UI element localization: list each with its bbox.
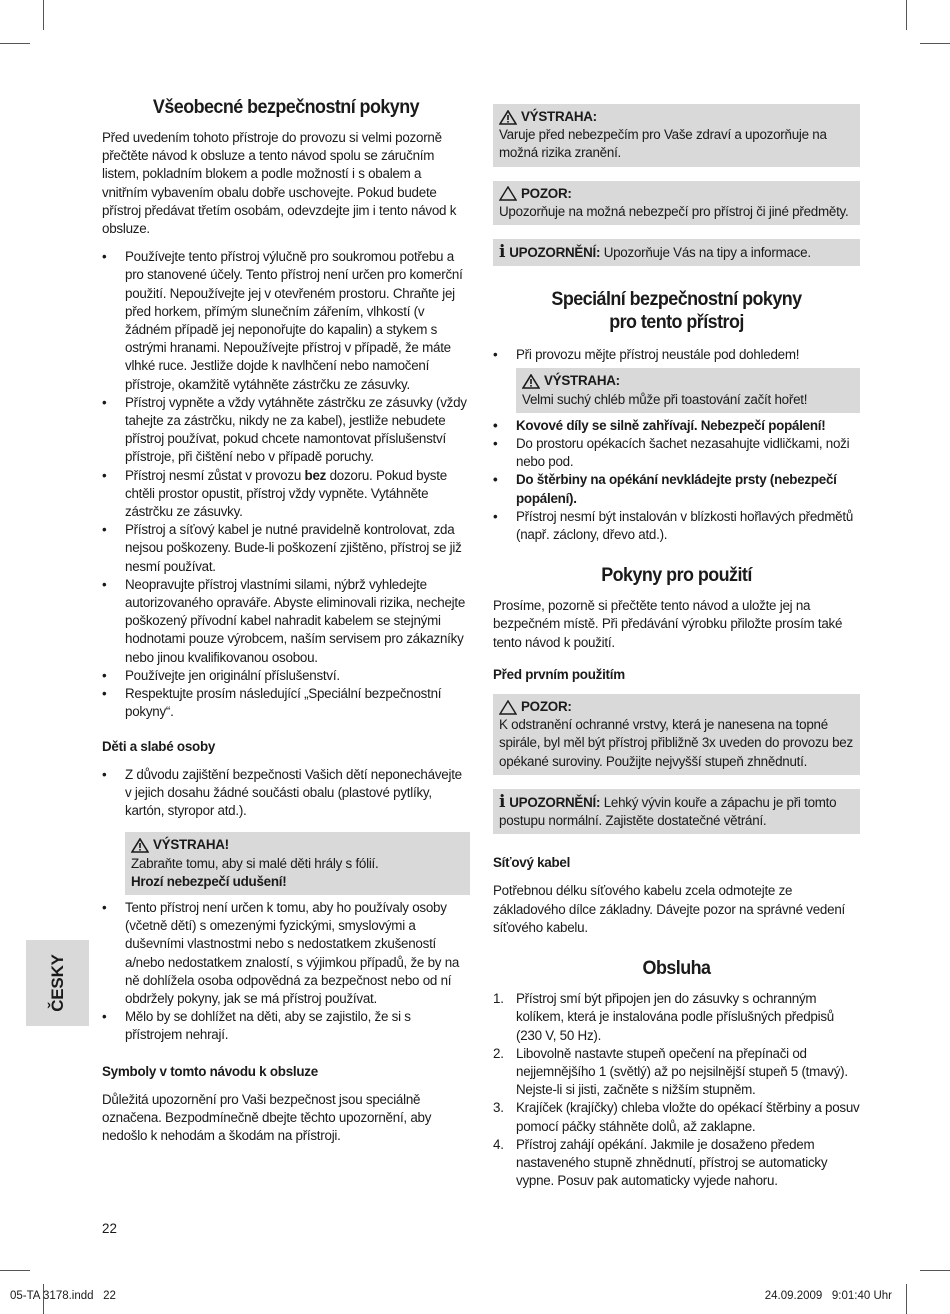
children-bullet-list-2 [102, 899, 470, 1045]
first-use-caution-text: K odstranění ochranné vrstvy, která je nanesena na topné spirále, byl měl být přístroj přibližně 3x uveden do provozu bez opékané suroviny. Použijte nejvyšší stupeň zhnědnutí. [499, 717, 853, 769]
first-use-caution-title: POZOR: [521, 699, 572, 715]
special-bullet-list [493, 346, 860, 364]
safety-bullet-list [102, 248, 470, 721]
warning-legend-title: VÝSTRAHA: [521, 109, 597, 124]
first-use-note-text: Lehký vývin kouře a zápachu je při tomto postupu normální. Zajistěte dostatečné větrání. [499, 794, 837, 829]
first-use-note-title: UPOZORNĚNÍ: [509, 794, 601, 810]
note-legend-box [493, 239, 860, 266]
list-item: • Přístroj vypněte a vždy vytáhněte zástrčku ze zásuvky (vždy tahejte za zástrčku, nikdy ne za kabel), jestliže nebudete přístroj používat, pokud chcete namontovat příslušenství přístroje, při čištění nebo v případě poruchy. [102, 394, 470, 467]
list-item: • Z důvodu zajištění bezpečnosti Vašich dětí neponechávejte v jejich dosahu žádné součásti obalu (plastové pytlíky, kartón, styropor atd.). [102, 766, 470, 821]
children-bullet-list [102, 766, 470, 821]
info-icon: i [499, 791, 506, 812]
warning-box [125, 832, 470, 895]
cable-heading: Síťový kabel [493, 855, 571, 871]
list-item: • Přístroj nesmí být instalován v blízkosti hořlavých předmětů (např. záclony, dřevo atd.). [493, 508, 860, 544]
caution-triangle-icon [499, 700, 517, 715]
usage-title: Pokyny pro použití [601, 564, 752, 587]
list-item: • Přístroj a síťový kabel je nutné pravidelně kontrolovat, zda nejsou poškozeny. Bude-li poškození zjištěno, přístroj se již nesmí používat. [102, 521, 470, 576]
usage-paragraph: Prosíme, pozorně si přečtěte tento návod a uložte jej na bezpečném místě. Při předávání výrobku přiložte prosím také tento návod k použití. [493, 598, 843, 650]
warning-triangle-icon [131, 838, 149, 853]
crop-mark [43, 0, 44, 30]
crop-mark [906, 1284, 907, 1314]
first-use-caution-box [493, 694, 860, 775]
list-item: • Mělo by se dohlížet na děti, aby se zajistilo, že si s přístrojem nehrají. [102, 1008, 470, 1044]
warning-triangle-icon [522, 374, 540, 389]
crop-mark [920, 1270, 950, 1271]
note-legend-title: UPOZORNĚNÍ: [509, 245, 601, 261]
warning-text: Zabraňte tomu, aby si malé děti hrály s fólií. [131, 855, 379, 871]
warning-title: VÝSTRAHA! [153, 837, 229, 853]
list-item: • Používejte tento přístroj výlučně pro soukromou potřebu a pro stanovené účely. Tento přístroj není určen pro komerční použití. Nepoužívejte jej v otevřeném prostoru. Chraňte jej před horkem, přímým slunečním zářením, vlhkostí (v žádném případě jej neponořujte do kapalin) a stykem s ostrými hranami. Nepoužívejte přístroj v případě, že máte vlhké ruce. Jestliže dojde k navlhčení nebo namočení přístroje, okamžitě vytáhněte zástrčku ze zásuvky. [102, 248, 470, 394]
children-heading: Děti a slabé osoby [102, 738, 216, 754]
list-item: • Přístroj nesmí zůstat v provozu bez dozoru. Pokud byste chtěli prostor opustit, přístroj vždy vypněte. Vytáhněte zástrčku ze zásuvky. [102, 467, 470, 522]
general-safety-title: Všeobecné bezpečnostní pokyny [152, 96, 420, 118]
list-item: 3. Krajíček (krajíčky) chleba vložte do opékací štěrbiny a posuv pomocí páčky stáhněte dolů, až zaklapne. [493, 1100, 860, 1134]
list-item: • Tento přístroj není určen k tomu, aby ho používaly osoby (včetně dětí) s omezenými fyzickými, smyslovými a duševními vlastnostmi nebo s nedostatkem zkušeností a/nebo nedostatkem znalostí, s výjimkou případů, že by na ně dohlížela osoba odpovědná za bezpečnost nebo od ní obdržely pokyny, jak se má přístroj používat. [102, 899, 470, 1008]
warning-legend-text: Varuje před nebezpečím pro Vaše zdraví a upozorňuje na možná rizika zranění. [499, 127, 827, 161]
special-safety-title: Speciální bezpečnostní pokyny pro tento přístroj [551, 288, 802, 334]
note-legend-text: Upozorňuje Vás na tipy a informace. [600, 245, 811, 261]
intro-paragraph: Před uvedením tohoto přístroje do provozu si velmi pozorně přečtěte návod k obsluze a tento návod spolu se záručním listem, pokladním blokem a podle možností i s obalem a vnitřním vybavením obalu dobře uschovejte. Pokud budete přístroj předávat třetím osobám, odevzdejte jim i tento návod k obsluze. [102, 130, 457, 237]
list-item: 4. Přístroj zahájí opékání. Jakmile je dosaženo předem nastaveného stupně zhnědnutí, přístroj se automaticky vypne. Posuv pak automaticky vyjede nahoru. [493, 1136, 828, 1189]
special-warning-text: Velmi suchý chléb může při toastování začít hořet! [522, 391, 808, 407]
caution-legend-text: Upozorňuje na možná nebezpečí pro přístroj či jiné předměty. [499, 203, 849, 219]
list-item: • Používejte jen originální příslušenství. [102, 667, 470, 685]
warning-bold-text: Hrozí nebezpečí udušení! [131, 873, 287, 889]
list-item: • Při provozu mějte přístroj neustále pod dohledem! [493, 346, 860, 364]
list-item: • Kovové díly se silně zahřívají. Nebezpečí popálení! [493, 417, 860, 435]
list-item: • Neopravujte přístroj vlastními silami, nýbrž vyhledejte autorizovaného opraváře. Abyste eliminovali rizika, nechejte poškozený přívodní kabel nahradit kabelem se stejnými hodnotami pouze výrobcem, naším servisem pro zákazníky nebo jinou kvalifikovanou osobou. [102, 576, 470, 667]
list-item: 1. Přístroj smí být připojen jen do zásuvky s ochranným kolíkem, která je instalována podle příslušných předpisů (230 V, 50 Hz). [493, 991, 834, 1043]
special-warning-title: VÝSTRAHA: [544, 373, 620, 389]
crop-mark [920, 43, 950, 44]
caution-legend-title: POZOR: [521, 185, 572, 201]
list-item: • Respektujte prosím následující „Speciální bezpečnostní pokyny“. [102, 685, 470, 721]
footer-timestamp: 24.09.2009 9:01:40 Uhr [764, 1290, 892, 1302]
list-item: 2. Libovolně nastavte stupeň opečení na přepínači od nejjemnějšího 1 (světlý) až po nejsilnější stupeň 5 (tmavý). Nejste-li si jisti, začněte s nižším stupněm. [493, 1045, 848, 1098]
language-tab-label: ČESKY [47, 954, 67, 1012]
special-warning-box [516, 368, 860, 412]
warning-legend-box [493, 104, 860, 167]
right-column [493, 104, 860, 1200]
caution-triangle-icon [499, 186, 517, 201]
crop-mark [0, 1270, 30, 1271]
left-column [102, 96, 470, 1155]
crop-mark [906, 0, 907, 30]
language-tab [26, 940, 89, 1026]
cable-paragraph: Potřebnou délku síťového kabelu zcela odmotejte ze základového dílce základny. Dávejte pozor na správné vedení síťového kabelu. [493, 883, 845, 935]
list-item: • Do prostoru opékacích šachet nezasahujte vidličkami, noži nebo pod. [493, 435, 860, 471]
operation-title: Obsluha [642, 957, 711, 980]
symbols-paragraph: Důležitá upozornění pro Vaši bezpečnost jsou speciálně označena. Bezpodmínečně dbejte těchto upozornění, aby nedošlo k nehodám a škodám na přístroji. [102, 1091, 432, 1144]
warning-triangle-icon [499, 110, 517, 125]
list-item: • Do štěrbiny na opékání nevkládejte prsty (nebezpečí popálení). [493, 471, 860, 507]
crop-mark [0, 43, 30, 44]
info-icon: i [499, 242, 506, 263]
operation-steps [493, 990, 860, 1190]
first-use-heading: Před prvním použitím [493, 666, 625, 682]
caution-legend-box [493, 181, 860, 225]
special-bullet-list-2 [493, 417, 860, 544]
page-number: 22 [102, 1221, 117, 1236]
footer-file-info: 05-TA 3178.indd 22 [10, 1290, 116, 1302]
first-use-note-box [493, 789, 860, 834]
symbols-heading: Symboly v tomto návodu k obsluze [102, 1063, 318, 1079]
